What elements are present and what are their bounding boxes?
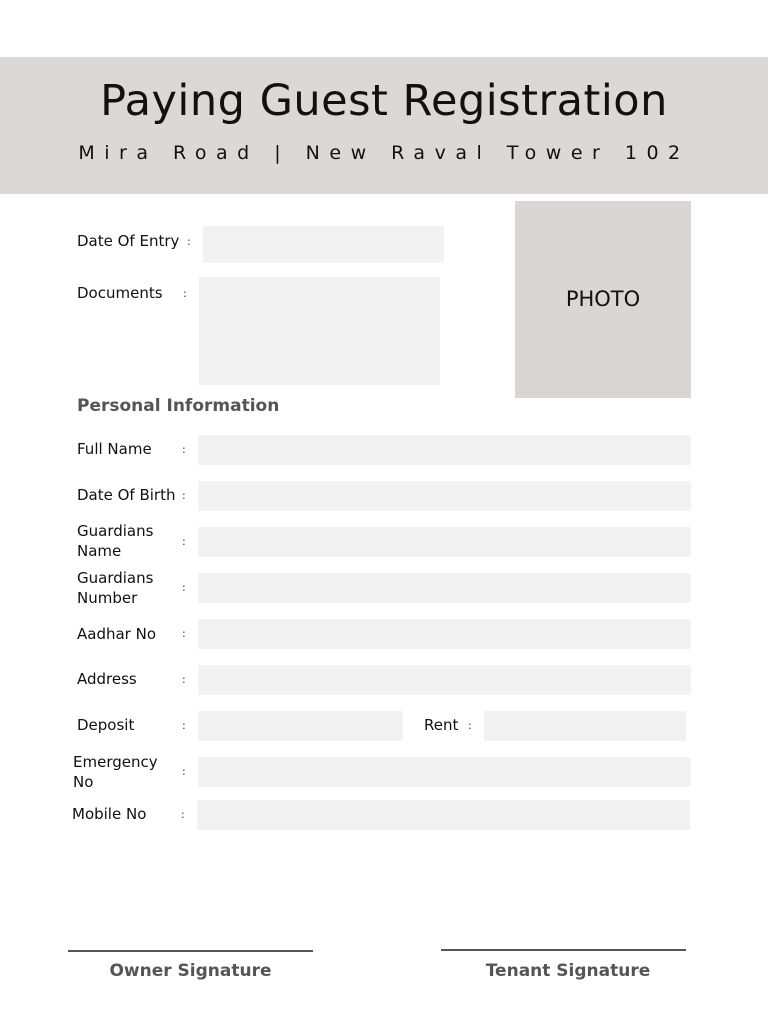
deposit-field[interactable] (198, 711, 403, 741)
full-name-field[interactable] (198, 435, 691, 465)
mobile-no-colon: : (181, 808, 185, 821)
guardians-name-label-line1: Guardians (77, 522, 154, 540)
deposit-colon: : (182, 719, 186, 732)
guardians-number-field[interactable] (198, 573, 691, 603)
guardians-name-field[interactable] (198, 527, 691, 557)
date-of-birth-field[interactable] (198, 481, 691, 511)
documents-colon: : (183, 287, 187, 300)
emergency-no-label-line2: No (73, 773, 94, 791)
emergency-no-field[interactable] (198, 757, 691, 787)
aadhar-no-field[interactable] (198, 619, 691, 649)
guardians-name-label-line2: Name (77, 542, 122, 560)
date-of-entry-colon: : (187, 235, 191, 248)
guardians-name-colon: : (182, 535, 186, 548)
aadhar-no-label: Aadhar No (77, 625, 157, 643)
mobile-no-label: Mobile No (72, 805, 147, 823)
date-of-birth-colon: : (182, 489, 186, 502)
tenant-signature-label: Tenant Signature (485, 961, 651, 981)
guardians-number-label-line1: Guardians (77, 569, 154, 587)
photo-label: PHOTO (565, 287, 641, 311)
rent-field[interactable] (484, 711, 686, 741)
owner-signature-label: Owner Signature (109, 961, 272, 981)
guardians-number-label-line2: Number (77, 589, 138, 607)
address-label: Address (77, 670, 137, 688)
deposit-label: Deposit (77, 716, 135, 734)
page-subtitle: Mira Road | New Raval Tower 102 (78, 142, 690, 164)
page-title: Paying Guest Registration (100, 76, 668, 126)
owner-signature-line[interactable] (68, 950, 313, 952)
full-name-label: Full Name (77, 440, 152, 458)
date-of-entry-field[interactable] (203, 226, 444, 263)
rent-label: Rent (424, 716, 459, 734)
documents-label: Documents (77, 284, 163, 302)
address-field[interactable] (198, 665, 691, 695)
mobile-no-field[interactable] (197, 800, 690, 830)
rent-colon: : (468, 719, 472, 732)
section-title-personal-information: Personal Information (77, 396, 280, 416)
aadhar-no-colon: : (182, 627, 186, 640)
address-colon: : (182, 673, 186, 686)
date-of-birth-label: Date Of Birth (77, 486, 176, 504)
photo-box[interactable] (515, 201, 691, 398)
date-of-entry-label: Date Of Entry (77, 232, 180, 250)
full-name-colon: : (182, 443, 186, 456)
guardians-number-colon: : (182, 581, 186, 594)
emergency-no-label-line1: Emergency (73, 753, 158, 771)
documents-field[interactable] (199, 277, 440, 385)
tenant-signature-line[interactable] (441, 949, 686, 951)
emergency-no-colon: : (182, 765, 186, 778)
